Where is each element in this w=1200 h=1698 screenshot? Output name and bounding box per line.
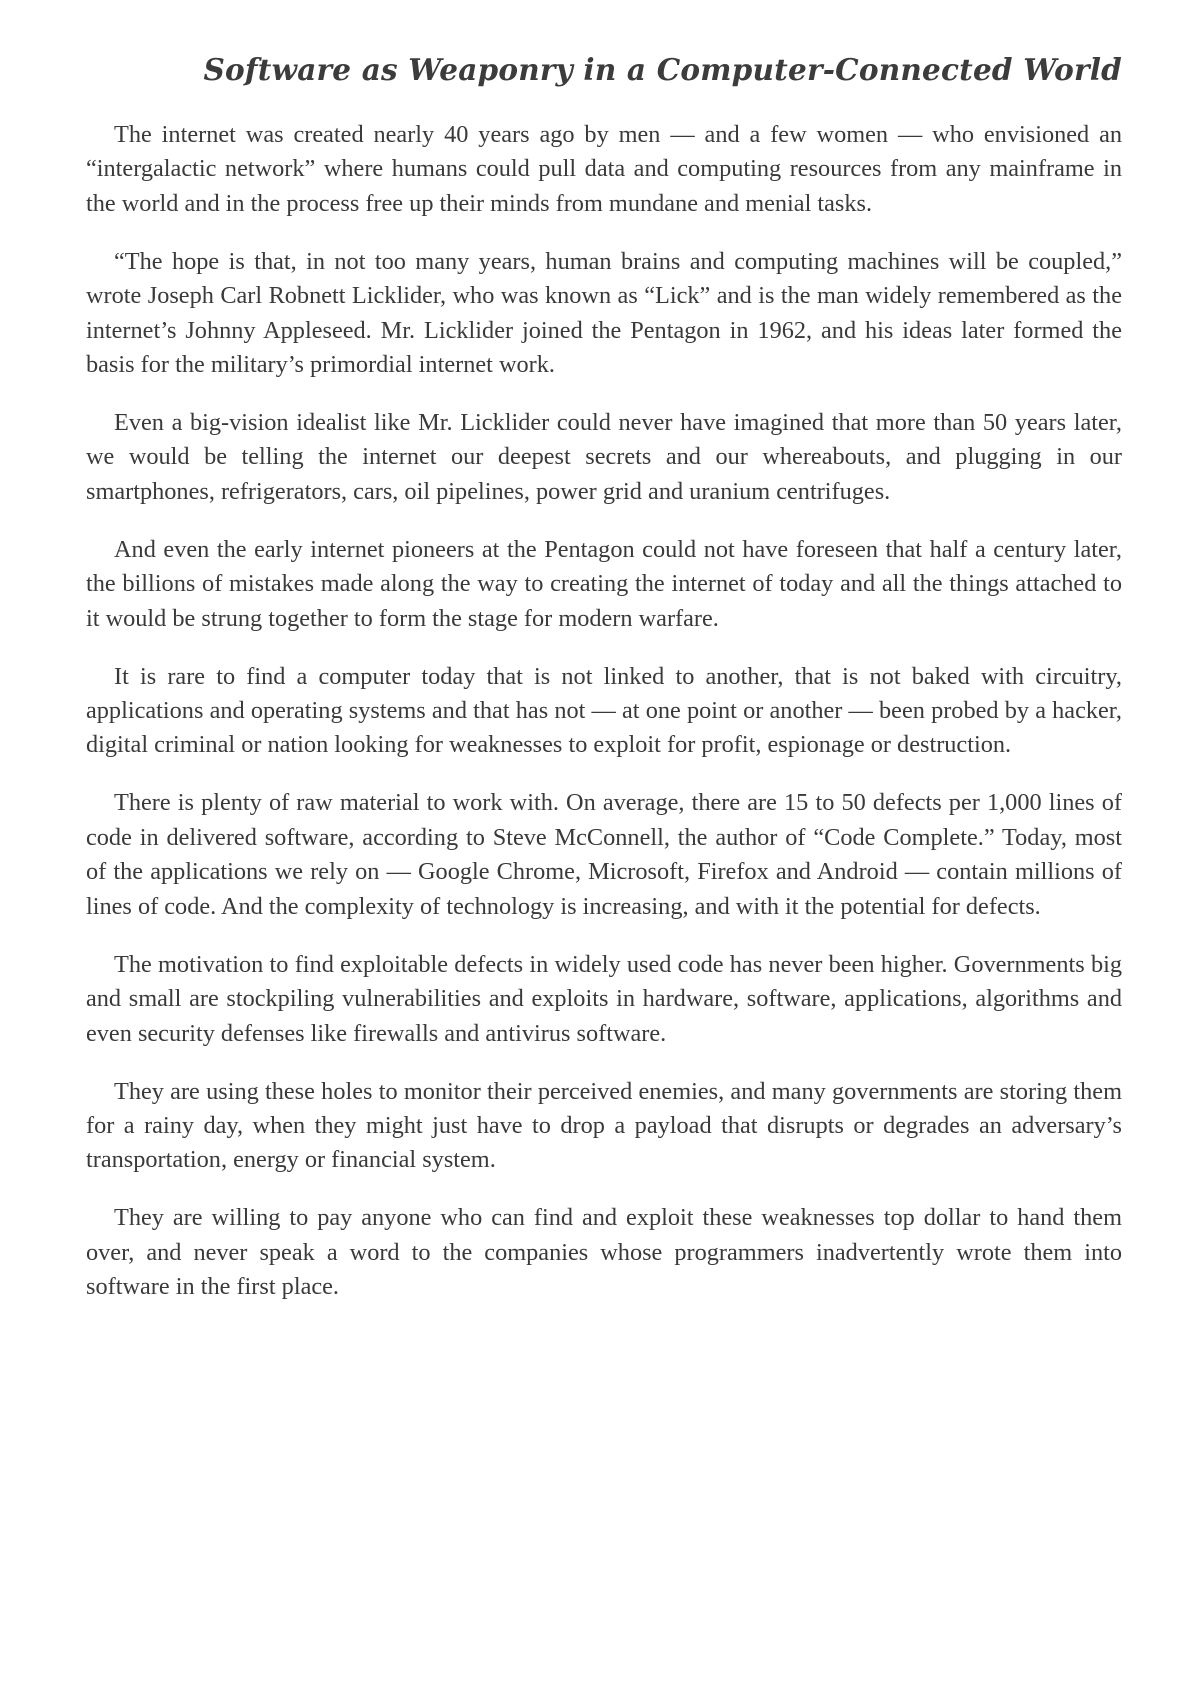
paragraph: Even a big-vision idealist like Mr. Licklider could never have imagined that more than 50 years later, we would be telling the internet our deepest secrets and our whereabouts, and plugging in our smartphones, refrigerators, cars, oil pipelines, power grid and uranium centrifuges. [86,409,1122,505]
paragraph: They are willing to pay anyone who can find and exploit these weaknesses top dollar to hand them over, and never speak a word to the companies whose programmers inadvertently wrote them into software in the first place. [86,1204,1122,1301]
article-title: Software as Weaponry in a Computer-Connected World [203,52,1122,87]
paragraph: There is plenty of raw material to work with. On average, there are 15 to 50 defects per 1,000 lines of code in delivered software, according to Steve McConnell, the author of “Code Complete.” Today, most of the applications we rely on — Google Chrome, Microsoft, Firefox and Android — contain millions of lines of code. And the complexity of technology is increasing, and with it the potential for defects. [86,789,1122,920]
paragraph: “The hope is that, in not too many years, human brains and computing machines will be coupled,” wrote Joseph Carl Robnett Licklider, who was known as “Lick” and is the man widely remembered as the internet’s Johnny Appleseed. Mr. Licklider joined the Pentagon in 1962, and his ideas later formed the basis for the military’s primordial internet work. [86,247,1122,379]
paragraph: It is rare to find a computer today that is not linked to another, that is not baked with circuitry, applications and operating systems and that has not — at one point or another — been probed by a hacker, digital criminal or nation looking for weaknesses to exploit for profit, espionage or destruction. [86,662,1122,759]
paragraph: The motivation to find exploitable defects in widely used code has never been higher. Governments big and small are stockpiling vulnerabilities and exploits in hardware, software, applications, algorithms and even security defenses like firewalls and antivirus software. [86,950,1122,1047]
paragraph: They are using these holes to monitor their perceived enemies, and many governments are storing them for a rainy day, when they might just have to drop a payload that disrupts or degrades an adversary’s transportation, energy or financial system. [86,1077,1122,1174]
paragraph: And even the early internet pioneers at the Pentagon could not have foreseen that half a century later, the billions of mistakes made along the way to creating the internet of today and all the things attached to it would be strung together to form the stage for modern warfare. [86,535,1122,632]
paragraph: The internet was created nearly 40 years ago by men — and a few women — who envisioned an “intergalactic network” where humans could pull data and computing resources from any mainframe in the world and in the process free up their minds from mundane and menial tasks. [86,121,1122,217]
article-body [86,118,1122,1328]
